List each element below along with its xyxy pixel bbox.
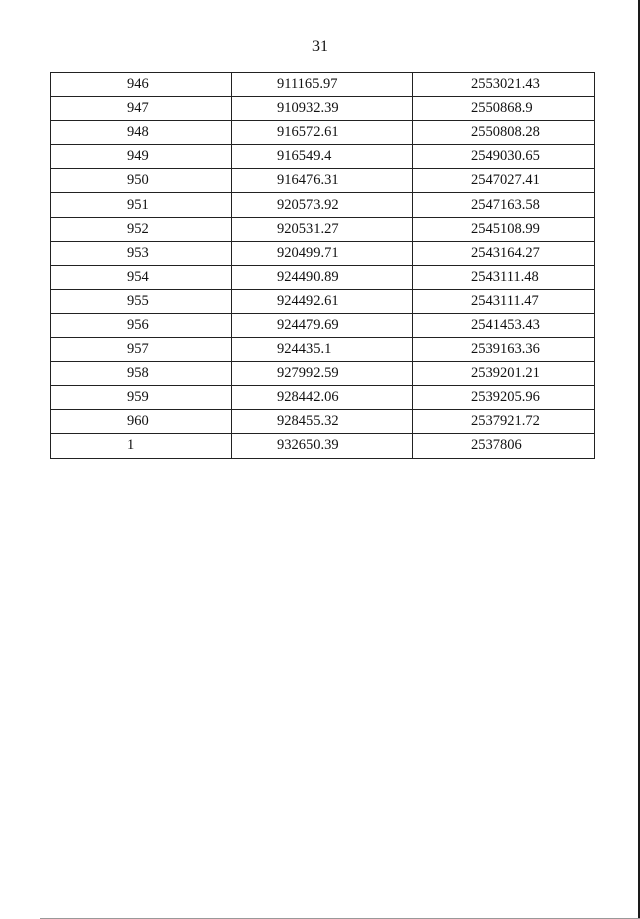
x-coordinate-cell: 928455.32 (232, 410, 413, 434)
y-coordinate-cell: 2541453.43 (413, 313, 595, 337)
x-coordinate-cell: 924435.1 (232, 338, 413, 362)
x-coordinate-cell: 910932.39 (232, 97, 413, 121)
point-number-cell: 947 (51, 97, 232, 121)
coordinates-table (50, 72, 595, 459)
table-row (51, 193, 595, 217)
x-coordinate-cell: 920573.92 (232, 193, 413, 217)
point-number-cell: 953 (51, 241, 232, 265)
point-number-cell: 951 (51, 193, 232, 217)
x-coordinate-cell: 932650.39 (232, 434, 413, 458)
x-coordinate-cell: 927992.59 (232, 362, 413, 386)
point-number-cell: 946 (51, 73, 232, 97)
y-coordinate-cell: 2550808.28 (413, 121, 595, 145)
table-row (51, 241, 595, 265)
point-number-cell: 950 (51, 169, 232, 193)
y-coordinate-cell: 2550868.9 (413, 97, 595, 121)
x-coordinate-cell: 916549.4 (232, 145, 413, 169)
point-number-cell: 952 (51, 217, 232, 241)
y-coordinate-cell: 2537806 (413, 434, 595, 458)
x-coordinate-cell: 920499.71 (232, 241, 413, 265)
point-number-cell: 948 (51, 121, 232, 145)
x-coordinate-cell: 920531.27 (232, 217, 413, 241)
point-number-cell: 959 (51, 386, 232, 410)
x-coordinate-cell: 916572.61 (232, 121, 413, 145)
page-number: 31 (312, 38, 328, 55)
table-row (51, 338, 595, 362)
x-coordinate-cell: 924490.89 (232, 265, 413, 289)
y-coordinate-cell: 2547163.58 (413, 193, 595, 217)
table-row (51, 434, 595, 458)
point-number-cell: 958 (51, 362, 232, 386)
table-row (51, 410, 595, 434)
point-number-cell: 956 (51, 313, 232, 337)
table-row (51, 169, 595, 193)
table-row (51, 97, 595, 121)
y-coordinate-cell: 2543164.27 (413, 241, 595, 265)
y-coordinate-cell: 2545108.99 (413, 217, 595, 241)
point-number-cell: 960 (51, 410, 232, 434)
y-coordinate-cell: 2539163.36 (413, 338, 595, 362)
y-coordinate-cell: 2549030.65 (413, 145, 595, 169)
y-coordinate-cell: 2553021.43 (413, 73, 595, 97)
table-row (51, 313, 595, 337)
point-number-cell: 957 (51, 338, 232, 362)
x-coordinate-cell: 916476.31 (232, 169, 413, 193)
x-coordinate-cell: 924492.61 (232, 289, 413, 313)
point-number-cell: 954 (51, 265, 232, 289)
y-coordinate-cell: 2537921.72 (413, 410, 595, 434)
table-row (51, 73, 595, 97)
point-number-cell: 949 (51, 145, 232, 169)
x-coordinate-cell: 911165.97 (232, 73, 413, 97)
y-coordinate-cell: 2543111.47 (413, 289, 595, 313)
table-row (51, 386, 595, 410)
table-row (51, 145, 595, 169)
y-coordinate-cell: 2539201.21 (413, 362, 595, 386)
table-row (51, 289, 595, 313)
x-coordinate-cell: 928442.06 (232, 386, 413, 410)
table-row (51, 217, 595, 241)
table-row (51, 362, 595, 386)
point-number-cell: 955 (51, 289, 232, 313)
x-coordinate-cell: 924479.69 (232, 313, 413, 337)
table-row (51, 265, 595, 289)
y-coordinate-cell: 2543111.48 (413, 265, 595, 289)
y-coordinate-cell: 2547027.41 (413, 169, 595, 193)
y-coordinate-cell: 2539205.96 (413, 386, 595, 410)
point-number-cell: 1 (51, 434, 232, 458)
table-row (51, 121, 595, 145)
